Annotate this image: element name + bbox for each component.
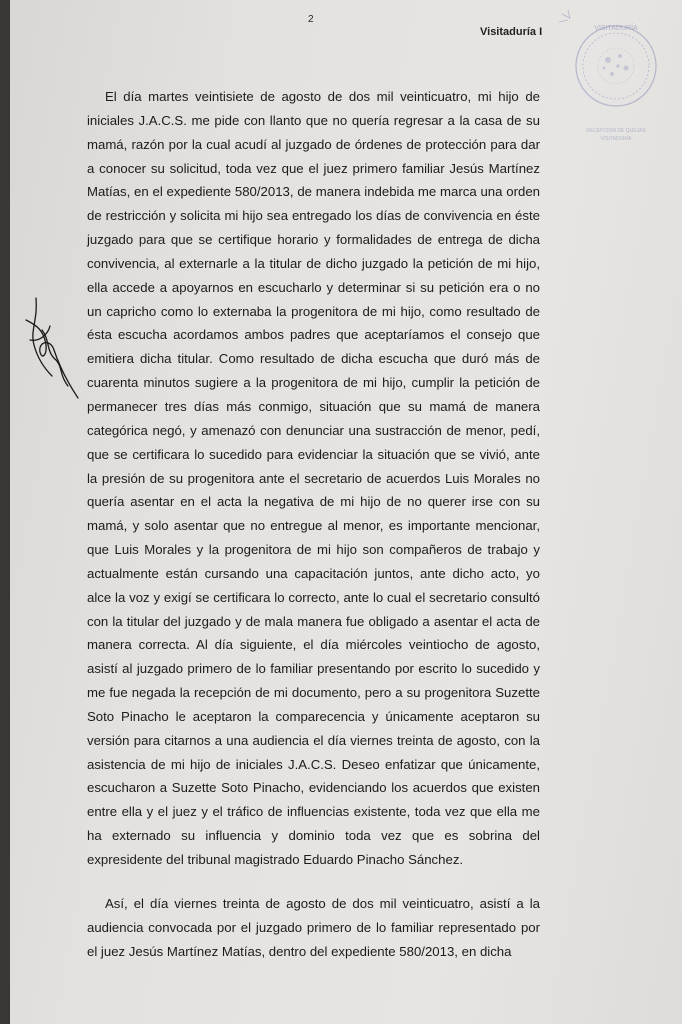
svg-text:VISITADURÍA: VISITADURÍA <box>594 25 638 32</box>
handwritten-signature <box>16 290 96 410</box>
svg-text:RECEPCIÓN DE QUEJAS: RECEPCIÓN DE QUEJAS <box>586 128 646 134</box>
letter-body <box>87 85 540 963</box>
svg-text:VISITADURÍA: VISITADURÍA <box>600 136 632 142</box>
header-office-label: Visitaduría I <box>480 26 543 38</box>
paragraph: El día martes veintisiete de agosto de dos mil veinticuatro, mi hijo de iniciales J.A.C.S. me pide con llanto que no quería regresar a la casa de su mamá, razón por la cual acudí al juzgado de órdenes de protección para dar a conocer su solicitud, toda vez que el juez primero familiar Jesús Martínez Matías, en el expediente 580/2013, de manera indebida me marca una orden de restricción y solicita mi hijo sea entregado los días de convivencia en éste juzgado para que se certifique horario y formalidades de entrega de dicha convivencia, al externarle a la titular de dicho juzgado la petición de mi hijo, ella accede a apoyarnos en escucharlo y determinar si su petición era o no un capricho como lo externaba la progenitora de mi hijo, como resultado de ésta escucha acordamos ambos padres que aceptaríamos el consejo que emitiera dicha titular. Como resultado de dicha escucha que duró más de cuarenta minutos sugiere a la progenitora de mi hijo, cumplir la petición de permanecer tres días más conmigo, situación que su mamá de manera categórica negó, y amenazó con denunciar una sustracción de menor, pedí, que se certificara lo sucedido para evidenciar la situación que se vivió, ante la presión de su progenitora ante el secretario de acuerdos Luis Morales no quería asentar en el acta la negativa de mi hijo de no querer irse con su mamá, y solo asentar que no entregue al menor, es importante mencionar, que Luis Morales y la progenitora de mi hijo son compañeros de trabajo y actualmente están cursando una capacitación juntos, ante dicho acto, yo alce la voz y exigí se certificara lo correcto, ante lo cual el secretario consultó con la titular del juzgado y de mala manera fue obligado a asentar el acta de manera correcta. Al día siguiente, el día miércoles veintiocho de agosto, asistí al juzgado primero de lo familiar presentando por escrito lo sucedido y me fue negada la recepción de mi documento, pero a su progenitora Suzette Soto Pinacho le aceptaron la comparecencia y únicamente aceptaron su versión para citarnos a una audiencia el día viernes treinta de agosto, con la asistencia de mi hijo de iniciales J.A.C.S. Deseo enfatizar que únicamente, escucharon a Suzette Soto Pinacho, evidenciando los acuerdos que existen entre ella y el juez y el tráfico de influencias existente, toda vez que ella me ha externado su influencia y dominio toda vez que es sobrina del expresidente del tribunal magistrado Eduardo Pinacho Sánchez. <box>87 89 540 867</box>
document-page <box>10 0 682 1024</box>
paragraph: Así, el día viernes treinta de agosto de dos mil veinticuatro, asistí a la audiencia convocada por el juzgado primero de lo familiar representado por el juez Jesús Martínez Matías, dentro del expediente 580/2013, en dicha <box>87 895 540 959</box>
page-number: 2 <box>308 14 314 25</box>
official-stamp-seal <box>556 8 676 148</box>
